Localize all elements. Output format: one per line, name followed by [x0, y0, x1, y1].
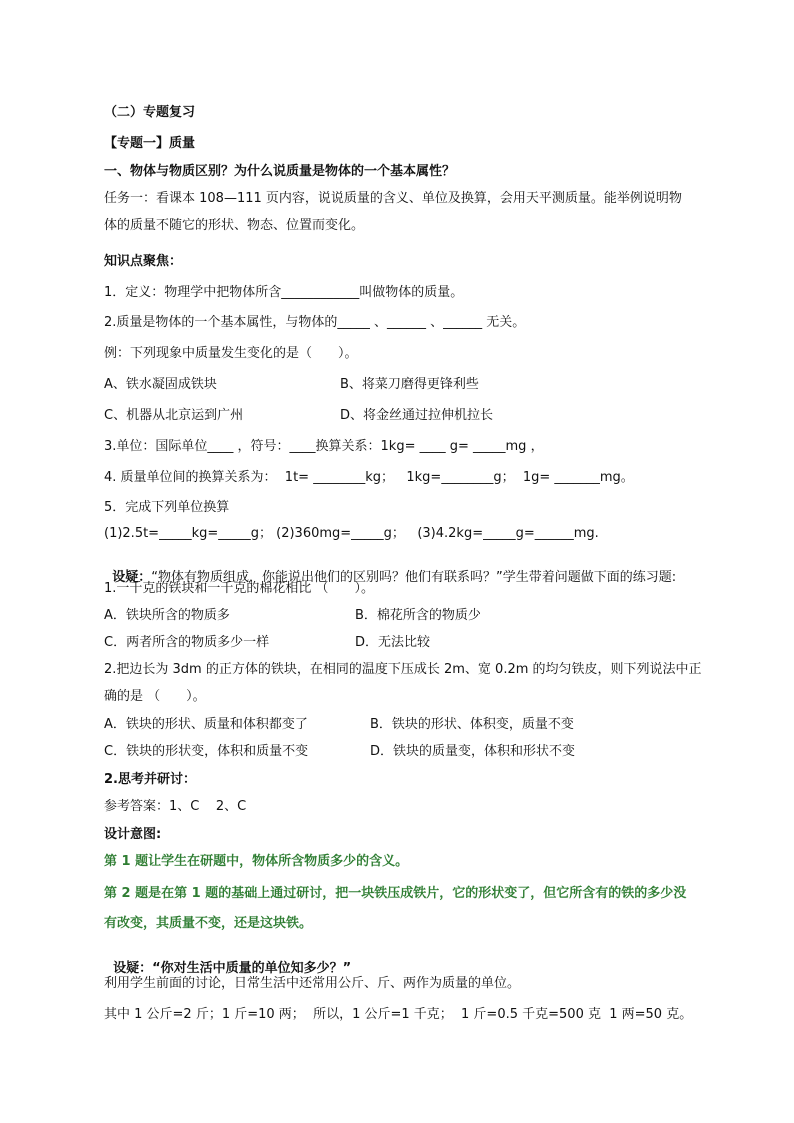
intent-2-line-1: 第 2 题是在第 1 题的基础上通过研讨，把一块铁压成铁片，它的形状变了，但它所含有的铁的多少没 — [104, 886, 687, 901]
example-option-d: D、将金丝通过拉伸机拉长 — [340, 408, 494, 423]
example-option-a: A、铁水凝固成铁块 — [104, 377, 217, 392]
attribute-line: 2.质量是物体的一个基本属性，与物体的_____ 、______ 、______ 无关。 — [104, 315, 526, 330]
example-question: 例：下列现象中质量发生变化的是（ ）。 — [104, 346, 358, 361]
q1-option-d: D．无法比较 — [355, 635, 431, 650]
question-1: 1.一千克的铁块和一千克的棉花相比 （ ）。 — [104, 581, 375, 596]
doubt-2-text: “你对生活中质量的单位知多少？” — [152, 961, 352, 976]
relation-line: 其中 1 公斤=2 斤；1 斤=10 两； 所以，1 公斤=1 千克； 1 斤=0.5 千克=500 克 1 两=50 克。 — [104, 1007, 693, 1022]
intent-2-line-2: 有改变，其质量不变，还是这块铁。 — [104, 916, 313, 931]
unit-line: 3.单位：国际单位____ ，符号：____换算关系：1kg= ____ g= _____mg ， — [104, 439, 544, 454]
definition-line: 1．定义：物理学中把物体所含____________叫做物体的质量。 — [104, 285, 464, 300]
section-title: （二）专题复习 — [104, 105, 196, 120]
q1-option-c: C．两者所含的物质多少一样 — [104, 635, 270, 650]
complete-conversion-heading: 5．完成下列单位换算 — [104, 500, 230, 515]
q1-option-b: B．棉花所含的物质少 — [355, 608, 481, 623]
q2-option-c: C．铁块的形状变，体积和质量不变 — [104, 744, 309, 759]
example-option-b: B、将菜刀磨得更锋利些 — [340, 377, 479, 392]
q2-option-b: B．铁块的形状、体积变，质量不变 — [370, 717, 574, 732]
example-option-c: C、机器从北京运到广州 — [104, 408, 244, 423]
doubt-2-label: 设疑： — [113, 961, 153, 976]
doubt-text: “物体有物质组成，你能说出他们的区别吗？他们有联系吗？”学生带着问题做下面的练习题: — [151, 570, 677, 585]
think-heading: 2.思考并研讨： — [104, 772, 196, 787]
q2-option-a: A．铁块的形状、质量和体积都变了 — [104, 717, 308, 732]
q1-option-a: A．铁块所含的物质多 — [104, 608, 230, 623]
intent-1: 第 1 题让学生在研题中，物体所含物质多少的含义。 — [104, 854, 409, 869]
topic-heading: 【专题一】质量 — [104, 136, 196, 151]
doubt-line-2 — [104, 942, 351, 978]
life-units-line: 利用学生前面的讨论，日常生活中还常用公斤、斤、两作为质量的单位。 — [104, 976, 521, 991]
q2-option-d: D．铁块的质量变，体积和形状不变 — [370, 744, 576, 759]
doubt-label: 设疑： — [112, 570, 152, 585]
task-line-1: 任务一：看课本 108—111 页内容，说说质量的含义、单位及换算，会用天平测质量。能举例说明物 — [104, 191, 682, 206]
conversion-line: 4. 质量单位间的换算关系为： 1t= ________kg； 1kg=________g； 1g= _______mg。 — [104, 470, 634, 485]
question-heading: 一、物体与物质区别？为什么说质量是物体的一个基本属性？ — [104, 164, 456, 179]
question-2-line-1: 2.把边长为 3dm 的正方体的铁块，在相同的温度下压成长 2m、宽 0.2m 的均匀铁皮，则下列说法中正 — [104, 662, 702, 677]
intent-heading: 设计意图: — [104, 827, 162, 842]
task-line-2: 体的质量不随它的形状、物态、位置而变化。 — [104, 218, 365, 233]
question-2-line-2: 确的是 （ ）。 — [104, 689, 206, 704]
answer-line: 参考答案：1、C 2、C — [104, 799, 247, 814]
conversion-items-line: (1)2.5t=_____kg=_____g； (2)360mg=_____g； (3)4.2kg=_____g=______mg. — [104, 526, 599, 541]
knowledge-heading: 知识点聚焦： — [104, 254, 183, 269]
